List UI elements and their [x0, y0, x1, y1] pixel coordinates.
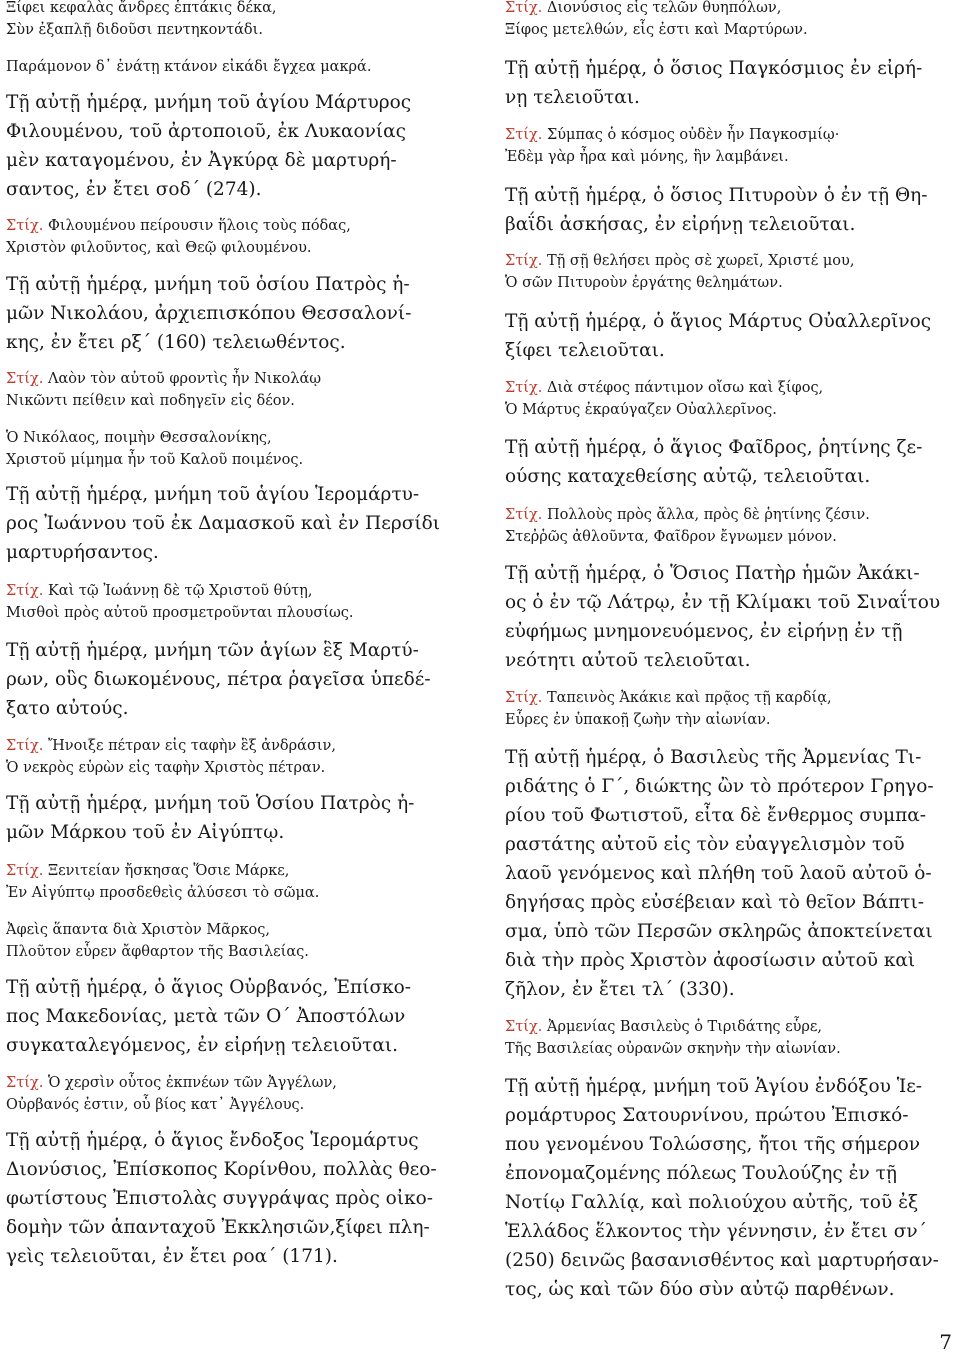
stich-label: Στίχ.: [6, 218, 44, 234]
stich-label: Στίχ.: [505, 690, 543, 706]
verse-line: [6, 583, 312, 599]
entry-line: ρίου τοῦ Φωτιστοῦ, εἶτα δὲ ἔνθερμος συμπα-: [505, 805, 927, 826]
stich-label: Στίχ.: [6, 583, 44, 599]
entry-line: μαρτυρήσαντος.: [6, 542, 159, 563]
verse-line: Ξίφος μετελθών, εἷς ἐστι καὶ Μαρτύρων.: [505, 22, 808, 38]
stich-label: Στίχ.: [6, 371, 44, 387]
entry-line: ξατο αὐτούς.: [6, 698, 129, 719]
verse-line: Οὐρβανός ἐστιν, οὗ βίος κατ᾽ Ἀγγέλους.: [6, 1097, 305, 1113]
entry-line: γεὶς τελειοῦται, ἐν ἔτει ροα´ (171).: [6, 1246, 338, 1267]
entry-line: Τῇ αὐτῇ ἡμέρᾳ, ὁ ἅγιος ἔνδοξος Ἱερομάρτυς: [6, 1130, 419, 1151]
entry-line: εὐφήμως μνημονευόμενος, ἐν εἰρήνῃ ἐν τῇ: [505, 621, 903, 642]
verse-text: Καὶ τῷ Ἰωάννῃ δὲ τῷ Χριστοῦ θύτῃ,: [43, 583, 313, 599]
verse-line: Εὗρες ἐν ὑπακοῇ ζωὴν τὴν αἰωνίαν.: [505, 712, 771, 728]
entry-line: Τῇ αὐτῇ ἡμέρᾳ, μνήμη τοῦ ἁγίου Μάρτυρος: [6, 92, 412, 113]
verse-line: [6, 863, 289, 879]
verse-text: Διονύσιος εἷς τελῶν θυηπόλων,: [542, 0, 782, 16]
entry-line: νῃ τελειοῦται.: [505, 87, 640, 108]
entry-line: (250) δεινῶς βασανισθέντος καὶ μαρτυρήσαν-: [505, 1250, 939, 1271]
entry-line: ρος Ἰωάννου τοῦ ἐκ Δαμασκοῦ καὶ ἐν Περσίδι: [6, 513, 441, 534]
entry-line: Τῇ αὐτῇ ἡμέρᾳ, μνήμη τοῦ Ὁσίου Πατρὸς ἡ-: [6, 793, 415, 814]
entry-line: Τῇ αὐτῇ ἡμέρᾳ, ὁ Βασιλεὺς τῆς Ἀρμενίας Τι-: [505, 747, 922, 768]
entry-line: ρομάρτυρος Σατουρνίνου, πρώτου Ἐπισκό-: [505, 1105, 909, 1126]
entry-line: ριδάτης ὁ Γ´, διώκτης ὢν τὸ πρότερον Γρηγο-: [505, 776, 934, 797]
stich-label: Στίχ.: [505, 253, 543, 269]
entry-line: Τῇ αὐτῇ ἡμέρᾳ, ὁ ὅσιος Πιτυροὺν ὁ ἐν τῇ Θη-: [505, 185, 928, 206]
verse-line: [6, 218, 351, 234]
verse-line: [505, 0, 781, 16]
verse-line: Τῆς Βασιλείας οὐρανῶν σκηνὴν τὴν αἰωνίαν.: [505, 1041, 841, 1057]
entry-line: ξίφει τελειοῦται.: [505, 340, 665, 361]
verse-text: Ἤνοιξε πέτραν εἰς ταφὴν ἓξ ἀνδράσιν,: [43, 738, 336, 754]
verse-line: [6, 371, 321, 387]
entry-line: ος ὁ ἐν τῷ Λάτρῳ, ἐν τῇ Κλίμακι τοῦ Σιναΐτου: [505, 592, 941, 613]
entry-line: Τῇ αὐτῇ ἡμέρᾳ, ὁ Ὅσιος Πατὴρ ἡμῶν Ἀκάκι-: [505, 563, 920, 584]
entry-line: Νοτίῳ Γαλλίᾳ, καὶ πολιούχου αὐτῆς, τοῦ ἐξ: [505, 1192, 919, 1213]
verse-line: [505, 127, 839, 143]
verse-line: Ὁ Μάρτυς ἐκραύγαζεν Οὐαλλερῖνος.: [505, 402, 777, 418]
verse-line: Χριστὸν φιλοῦντος, καὶ Θεῷ φιλουμένου.: [6, 240, 312, 256]
verse-text: Διὰ στέφος πάντιμον οἴσω καὶ ξίφος,: [542, 380, 824, 396]
verse-line: [505, 253, 854, 269]
entry-line: ρων, οὓς διωκομένους, πέτρα ῥαγεῖσα ὑπεδέ-: [6, 669, 431, 690]
entry-line: δομὴν τῶν ἁπανταχοῦ Ἐκκλησιῶν,ξίφει πλη-: [6, 1217, 430, 1238]
verse-line: Ἐν Αἰγύπτῳ προσδεθεὶς ἀλύσεσι τὸ σῶμα.: [6, 885, 320, 901]
entry-line: Φιλουμένου, τοῦ ἀρτοποιοῦ, ἐκ Λυκαονίας: [6, 121, 406, 142]
entry-line: Τῇ αὐτῇ ἡμέρᾳ, μνήμη τῶν ἁγίων ἓξ Μαρτύ-: [6, 640, 419, 661]
verse-text: Ταπεινὸς Ἀκάκιε καὶ πρᾷος τῇ καρδίᾳ,: [542, 690, 832, 706]
entry-line: μῶν Μάρκου τοῦ ἐν Αἰγύπτῳ.: [6, 822, 285, 843]
entry-line: Τῇ αὐτῇ ἡμέρᾳ, μνήμη τοῦ ὁσίου Πατρὸς ἡ-: [6, 274, 410, 295]
entry-line: Τῇ αὐτῇ ἡμέρᾳ, ὁ ὅσιος Παγκόσμιος ἐν εἰρή-: [505, 58, 923, 79]
entry-line: δηγήσας πρὸς εὐσέβειαν καὶ τὸ θεῖον Βάπτι-: [505, 892, 925, 913]
verse-line: [6, 738, 336, 754]
page-number: 7: [939, 1330, 952, 1354]
verse-line: [505, 507, 870, 523]
entry-line: κης, ἐν ἔτει ρξ´ (160) τελειωθέντος.: [6, 332, 346, 353]
entry-line: Διονύσιος, Ἐπίσκοπος Κορίνθου, πολλὰς θεο-: [6, 1159, 437, 1180]
entry-line: ἐπονομαζομένης πόλεως Τουλούζης ἐν τῇ: [505, 1163, 897, 1184]
verse-line: Πλοῦτον εὗρεν ἄφθαρτον τῆς Βασιλείας.: [6, 944, 309, 960]
stich-label: Στίχ.: [505, 1019, 543, 1035]
entry-line: που γενομένου Τολώσσης, ἤτοι τῆς σήμερον: [505, 1134, 921, 1155]
stich-label: Στίχ.: [6, 738, 44, 754]
entry-line: διὰ τὴν πρὸς Χριστὸν ἀφοσίωσιν αὐτοῦ καὶ: [505, 950, 916, 971]
verse-text: Ὁ χερσὶν οὗτος ἐκπνέων τῶν Ἀγγέλων,: [43, 1075, 337, 1091]
entry-line: Τῇ αὐτῇ ἡμέρᾳ, ὁ ἅγιος Οὐρβανός, Ἐπίσκο-: [6, 977, 412, 998]
entry-line: Τῇ αὐτῇ ἡμέρᾳ, μνήμη τοῦ ἁγίου Ἱερομάρτυ-: [6, 484, 420, 505]
stich-label: Στίχ.: [505, 127, 543, 143]
verse-line: Παράμονον δ᾽ ἐνάτῃ κτάνον εἰκάδι ἔγχεα μακρά.: [6, 59, 372, 75]
entry-line: μῶν Νικολάου, ἀρχιεπισκόπου Θεσσαλονί-: [6, 303, 412, 324]
stich-label: Στίχ.: [6, 1075, 44, 1091]
entry-line: φωτίστους Ἐπιστολὰς συγγράψας πρὸς οἰκο-: [6, 1188, 434, 1209]
verse-line: Σὺν ἐξαπλῇ διδοῦσι πεντηκοντάδι.: [6, 22, 263, 38]
entry-line: ζῆλον, ἐν ἔτει τλ´ (330).: [505, 979, 735, 1000]
verse-text: Ἀρμενίας Βασιλεὺς ὁ Τιριδάτης εὗρε,: [542, 1019, 823, 1035]
entry-line: τος, ὡς καὶ τῶν δύο σὺν αὐτῷ παρθένων.: [505, 1279, 895, 1300]
entry-line: νεότητι αὐτοῦ τελειοῦται.: [505, 650, 751, 671]
entry-line: Τῇ αὐτῇ ἡμέρᾳ, ὁ ἅγιος Φαῖδρος, ῥητίνης ζε-: [505, 437, 923, 458]
verse-line: Νικῶντι πείθειν καὶ ποδηγεῖν εἰς δέον.: [6, 393, 295, 409]
verse-text: Πολλοὺς πρὸς ἄλλα, πρὸς δὲ ῥητίνης ζέσιν.: [542, 507, 870, 523]
verse-text: Ξενιτείαν ἤσκησας Ὅσιε Μάρκε,: [43, 863, 290, 879]
verse-line: Μισθοὶ πρὸς αὐτοῦ προσμετροῦνται πλουσίως.: [6, 605, 354, 621]
verse-line: Ὁ σῶν Πιτυροὺν ἐργάτης θελημάτων.: [505, 275, 783, 291]
entry-line: ραστάτης αὐτοῦ εἰς τὸν εὐαγγελισμὸν τοῦ: [505, 834, 905, 855]
entry-line: ούσης καταχεθείσης αὐτῷ, τελειοῦται.: [505, 466, 871, 487]
entry-line: σμα, ὑπὸ τῶν Περσῶν σκληρῶς ἀποκτείνεται: [505, 921, 933, 942]
entry-line: σαντος, ἐν ἔτει σοδ´ (274).: [6, 179, 262, 200]
entry-line: Τῇ αὐτῇ ἡμέρᾳ, μνήμη τοῦ Ἁγίου ἐνδόξου Ἱε-: [505, 1076, 923, 1097]
verse-text: Τῇ σῇ θελήσει πρὸς σὲ χωρεῖ, Χριστέ μου,: [542, 253, 855, 269]
verse-line: [505, 1019, 822, 1035]
verse-line: [505, 690, 832, 706]
entry-line: Ἑλλάδος ἕλκοντος τὴν γέννησιν, ἐν ἔτει σν´: [505, 1221, 927, 1242]
stich-label: Στίχ.: [6, 863, 44, 879]
entry-line: συγκαταλεγόμενος, ἐν εἰρήνῃ τελειοῦται.: [6, 1035, 399, 1056]
verse-line: Χριστοῦ μίμημα ἦν τοῦ Καλοῦ ποιμένος.: [6, 452, 304, 468]
verse-line: Ἀφεὶς ἅπαντα διὰ Χριστὸν Μᾶρκος,: [6, 922, 271, 938]
verse-line: Στεῤῥῶς ἀθλοῦντα, Φαῖδρον ἔγνωμεν μόνον.: [505, 529, 837, 545]
stich-label: Στίχ.: [505, 507, 543, 523]
stich-label: Στίχ.: [505, 0, 543, 16]
verse-line: Ξίφει κεφαλὰς ἄνδρες ἑπτάκις δέκα,: [6, 0, 277, 16]
verse-line: [505, 380, 823, 396]
entry-line: βαΐδι ἀσκήσας, ἐν εἰρήνῃ τελειοῦται.: [505, 214, 856, 235]
entry-line: Τῇ αὐτῇ ἡμέρᾳ, ὁ ἅγιος Μάρτυς Οὐαλλερῖνος: [505, 311, 932, 332]
entry-line: πος Μακεδονίας, μετὰ τῶν Ο´ Ἀποστόλων: [6, 1006, 406, 1027]
verse-text: Λαὸν τὸν αὐτοῦ φροντὶς ἦν Νικολάῳ: [43, 371, 322, 387]
stich-label: Στίχ.: [505, 380, 543, 396]
entry-line: λαοῦ γενόμενος καὶ πλήθη τοῦ λαοῦ αὐτοῦ ὁ-: [505, 863, 932, 884]
verse-text: Φιλουμένου πείρουσιν ἥλοις τοὺς πόδας,: [43, 218, 351, 234]
verse-line: [6, 1075, 337, 1091]
verse-line: Ἐδὲμ γὰρ ἦρα καὶ μόνης, ἣν λαμβάνει.: [505, 149, 789, 165]
verse-text: Σύμπας ὁ κόσμος οὐδὲν ἦν Παγκοσμίῳ·: [542, 127, 840, 143]
verse-line: Ὁ νεκρὸς εὑρὼν εἰς ταφὴν Χριστὸς πέτραν.: [6, 760, 326, 776]
entry-line: μὲν καταγομένου, ἐν Ἀγκύρᾳ δὲ μαρτυρή-: [6, 150, 397, 171]
verse-line: Ὁ Νικόλαος, ποιμὴν Θεσσαλονίκης,: [6, 430, 272, 446]
